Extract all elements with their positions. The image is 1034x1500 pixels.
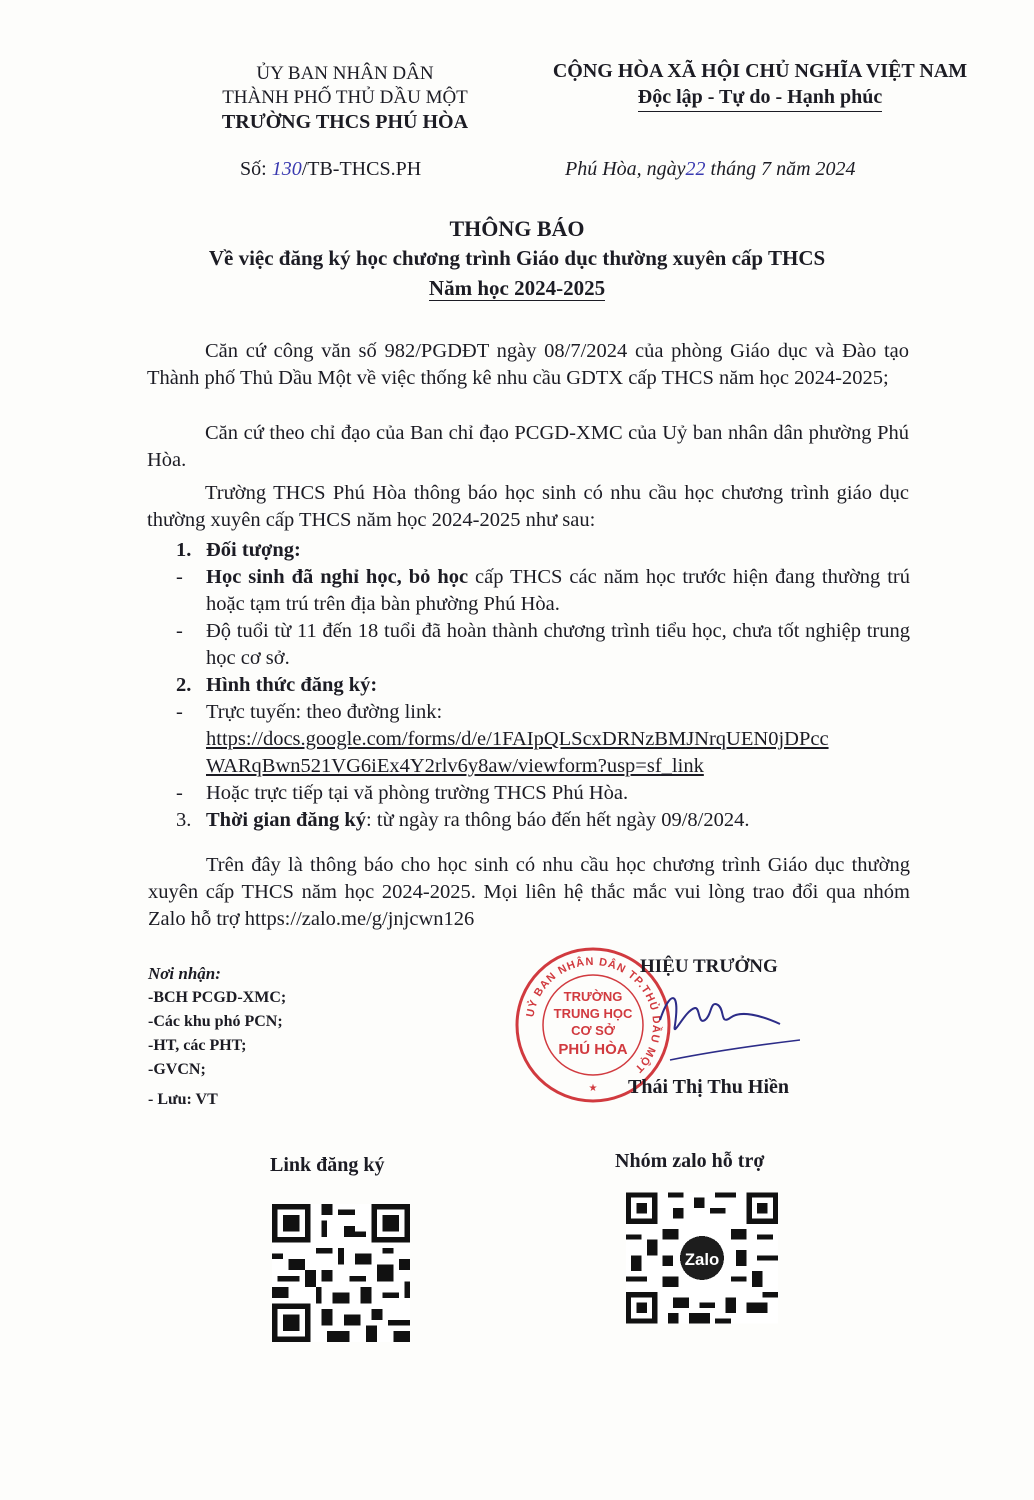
paragraph-announcement: Trường THCS Phú Hòa thông báo học sinh có nhu cầu học chương trình giáo dục thường xuyên cấp THCS năm học 2024-2025 như sau: <box>147 482 909 531</box>
recipient-item: -Các khu phó PCN; <box>148 1013 283 1030</box>
stamp-line-3: CƠ SỞ <box>571 1023 615 1038</box>
recipient-item: -HT, các PHT; <box>148 1037 247 1054</box>
zalo-logo-icon: Zalo <box>684 1249 720 1269</box>
national-title: CỘNG HÒA XÃ HỘI CHỦ NGHĨA VIỆT NAM <box>552 60 968 82</box>
paragraph-basis-2: Căn cứ theo chỉ đạo của Ban chỉ đạo PCGD-XMC của Uỷ ban nhân dân phường Phú Hòa. <box>147 422 909 471</box>
handwritten-day: 22 <box>685 158 706 180</box>
section-3-heading: 3. Thời gian đăng ký: từ ngày ra thông báo đến hết ngày 09/8/2024. <box>176 809 750 831</box>
recipients-label: Nơi nhận: <box>148 964 221 983</box>
handwritten-signature <box>640 980 800 1070</box>
recipients-block <box>148 962 286 1112</box>
document-year: Năm học 2024-2025 <box>428 276 606 300</box>
issuer-line-1: ỦY BAN NHÂN DÂN <box>256 63 434 84</box>
section-list <box>176 537 910 834</box>
qr-registration-label: Link đăng ký <box>270 1154 385 1176</box>
stamp-line-2: TRUNG HỌC <box>553 1006 633 1021</box>
stamp-line-4: PHÚ HÒA <box>558 1041 628 1058</box>
signer-name: Thái Thị Thu Hiền <box>628 1076 790 1098</box>
closing-paragraph: Trên đây là thông báo cho học sinh có nhu cầu học chương trình Giáo dục thường xuyên cấp THCS năm học 2024-2025. Mọi liên hệ thắc mắc vui lòng trao đổi qua nhóm Zalo hỗ trợ https://zalo.me/g/jnjcwn126 <box>148 854 910 930</box>
section-2-item-2: - Hoặc trực tiếp tại vă phòng trường THCS Phú Hòa. <box>176 782 629 804</box>
stamp-line-1: TRƯỜNG <box>563 989 623 1004</box>
stamp-ring-text: UỶ BAN NHÂN DÂN TP.THỦ DẦU MỘT <box>524 955 663 1076</box>
recipient-item: -BCH PCGD-XMC; <box>148 989 287 1006</box>
section-1-item-2: - Độ tuổi từ 11 đến 18 tuổi đã hoàn thành chương trình tiểu học, chưa tốt nghiệp trung học cơ sở. <box>176 620 910 669</box>
document-subject: Về việc đăng ký học chương trình Giáo dục thường xuyên cấp THCS <box>208 246 826 270</box>
recipient-item: -GVCN; <box>148 1061 206 1078</box>
issuer-header <box>180 62 510 134</box>
section-1-heading: 1. Đối tượng: <box>176 539 301 561</box>
document-date: Phú Hòa, ngày22 tháng 7 năm 2024 <box>565 158 856 180</box>
section-2-heading: 2. Hình thức đăng ký: <box>176 674 378 696</box>
qr-zalo-label: Nhóm zalo hỗ trợ <box>615 1150 765 1172</box>
registration-qr-code[interactable] <box>272 1204 410 1342</box>
issuer-school: TRƯỜNG THCS PHÚ HÒA <box>221 111 469 133</box>
national-header <box>520 58 1000 112</box>
section-1-item-1: - Học sinh đã nghỉ học, bỏ học cấp THCS các năm học trước hiện đang thường trú hoặc tạm trú trên địa bàn phường Phú Hòa. <box>176 566 910 615</box>
handwritten-number: 130 <box>271 158 302 180</box>
zalo-qr-code[interactable] <box>626 1192 778 1324</box>
registration-link[interactable]: https://docs.google.com/forms/d/e/1FAIpQLScxDRNzBMJNrqUEN0jDPcc WARqBwn521VG6iEx4Y2rlv6y8aw/viewform?usp=sf_link <box>206 728 829 777</box>
national-motto: Độc lập - Tự do - Hạnh phúc <box>638 84 882 112</box>
svg-text:★: ★ <box>588 1083 598 1094</box>
document-title: THÔNG BÁO <box>449 216 585 241</box>
recipient-item: - Lưu: VT <box>148 1091 218 1108</box>
paragraph-basis-1: Căn cứ công văn số 982/PGDĐT ngày 08/7/2024 của phòng Giáo dục và Đào tạo Thành phố Thủ Dầu Một về việc thống kê nhu cầu GDTX cấp THCS năm học 2024-2025; <box>147 340 909 389</box>
section-2-item-1: - Trực tuyến: theo đường link: <box>176 701 443 723</box>
document-number: Số: 130/TB-THCS.PH <box>240 158 422 180</box>
issuer-line-2: THÀNH PHỐ THỦ DẦU MỘT <box>222 87 468 108</box>
signer-role: HIỆU TRƯỞNG <box>640 956 778 977</box>
